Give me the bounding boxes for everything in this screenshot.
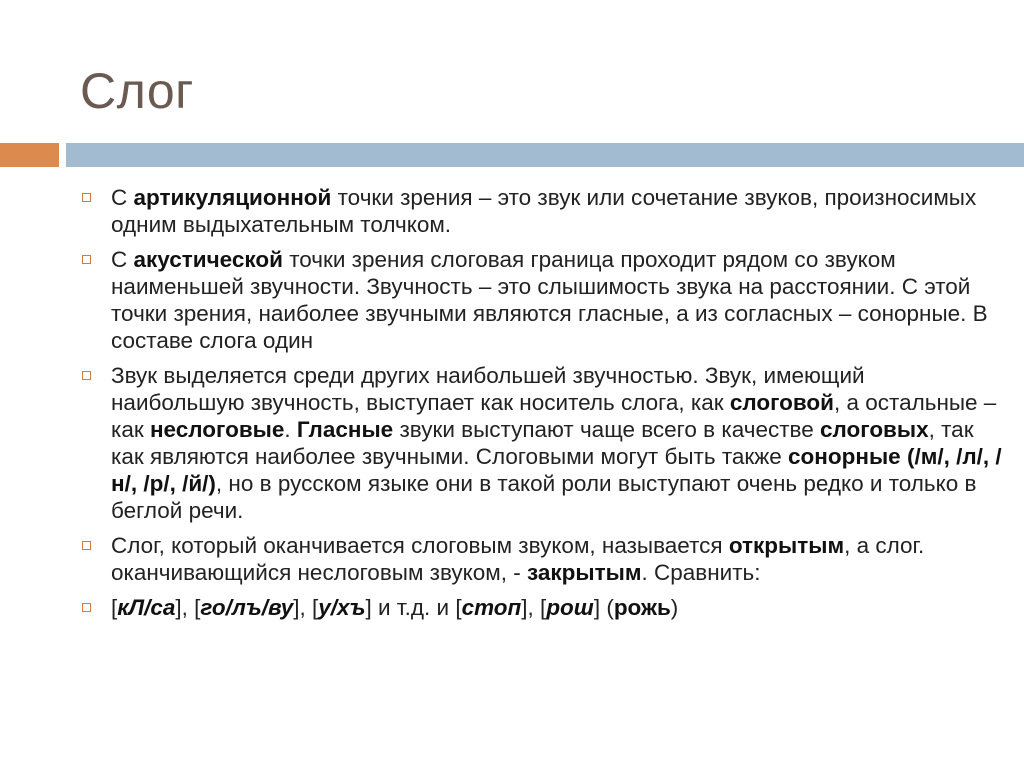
bullet-item-examples xyxy=(82,594,1002,621)
square-bullet-icon xyxy=(82,541,91,550)
item-text: С xyxy=(111,247,134,272)
bold-term: неслоговые xyxy=(149,417,285,442)
item-text: ) xyxy=(670,595,679,620)
item-text: С xyxy=(111,185,134,210)
bullet-item-acoustic xyxy=(82,246,1002,354)
square-bullet-icon xyxy=(82,371,91,380)
bold-term: слоговой xyxy=(729,390,834,415)
title-accent-bar-blue xyxy=(66,143,1024,167)
item-text: , а остальные – как xyxy=(111,390,997,442)
bullet-item-articulatory xyxy=(82,184,1002,238)
bold-term: артикуляционной xyxy=(133,185,332,210)
bold-italic-example: рош xyxy=(546,595,594,620)
item-text: звуки выступают чаще всего в качестве xyxy=(393,417,820,442)
bold-term: акустической xyxy=(133,247,283,272)
bold-term: сонорные (/м/, /л/, /н/, /р/, /й/) xyxy=(111,444,1002,496)
item-text: , но в русском языке они в такой роли выступают очень редко и только в беглой речи. xyxy=(111,471,977,523)
item-text: ], [ xyxy=(175,595,201,620)
bullet-item-syllabic-sound xyxy=(82,362,1002,524)
item-text: . Сравнить: xyxy=(641,560,761,585)
item-text: ] ( xyxy=(593,595,614,620)
bold-term: слоговых xyxy=(819,417,929,442)
item-text: ] и т.д. и [ xyxy=(365,595,462,620)
item-text: , так как являются наиболее звучными. Слоговыми могут быть также xyxy=(111,417,974,469)
bold-term: рожь xyxy=(613,595,671,620)
item-text: . xyxy=(284,417,297,442)
slide-body xyxy=(82,184,1002,629)
slide-title: Слог xyxy=(80,63,194,119)
item-text: Звук выделяется среди других наибольшей звучностью. Звук, имеющий наибольшую звучность, выступает как носитель слога, как xyxy=(111,363,865,415)
bold-italic-example: у/хъ xyxy=(318,595,366,620)
item-text: ], [ xyxy=(521,595,547,620)
title-accent-bar-orange xyxy=(0,143,59,167)
item-text: точки зрения – это звук или сочетание звуков, произносимых одним выдыхательным толчком. xyxy=(111,185,977,237)
bold-term: закрытым xyxy=(527,560,642,585)
item-text: ], [ xyxy=(293,595,319,620)
square-bullet-icon xyxy=(82,255,91,264)
item-text: точки зрения слоговая граница проходит рядом со звуком наименьшей звучности. Звучность – это слышимость звука на расстоянии. С этой точки зрения, наиболее звучными являются гласные, а из согласных – сонорные. В составе слога один xyxy=(111,247,988,353)
bold-term: Гласные xyxy=(296,417,394,442)
bold-italic-example: кЛ/са xyxy=(117,595,176,620)
item-text: Слог, который оканчивается слоговым звуком, называется xyxy=(111,533,729,558)
bold-italic-example: стоп xyxy=(461,595,522,620)
square-bullet-icon xyxy=(82,603,91,612)
bullet-item-open-closed xyxy=(82,532,1002,586)
square-bullet-icon xyxy=(82,193,91,202)
item-text: , а слог. оканчивающийся неслоговым звуком, - xyxy=(111,533,925,585)
item-text: [ xyxy=(111,595,118,620)
bold-italic-example: го/лъ/ву xyxy=(200,595,294,620)
bold-term: открытым xyxy=(728,533,845,558)
